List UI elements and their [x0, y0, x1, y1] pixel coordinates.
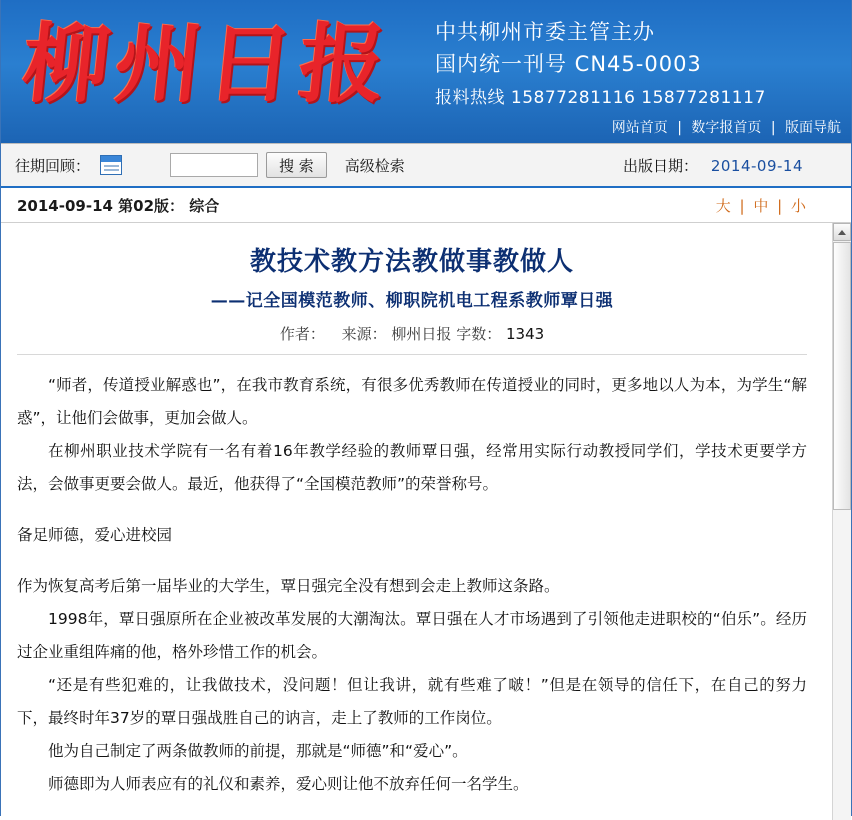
article-body	[17, 369, 807, 801]
search-button[interactable]: 搜 索	[266, 152, 327, 178]
article-spacer	[17, 552, 807, 570]
masthead	[1, 0, 851, 143]
search-toolbar	[1, 143, 851, 188]
article-paragraph: 师德即为人师表应有的礼仪和素养，爱心则让他不放弃任何一名学生。	[48, 775, 529, 793]
font-size-controls	[716, 195, 806, 216]
publish-date-label: 出版日期：	[623, 156, 699, 175]
advanced-search-link[interactable]: 高级检索	[344, 156, 405, 175]
nav-link-page-navigation[interactable]: 版面导航	[785, 120, 841, 136]
font-size-small[interactable]: 小	[790, 196, 806, 215]
nav-link-home[interactable]: 网站首页	[611, 120, 668, 136]
article-paragraph: 备足师德，爱心进校园	[17, 526, 173, 544]
byline-wordcount-label: 字数：	[456, 325, 502, 343]
search-input[interactable]	[170, 153, 258, 177]
font-size-medium[interactable]: 中	[753, 196, 769, 215]
masthead-supervisor: 中共柳州市委主管主办	[435, 20, 655, 44]
article-paragraph: “师者，传道授业解惑也”，在我市教育系统，有很多优秀教师在传道授业的同时，更多地以人为本，为学生“解惑”，让他们会做事，更加会做人。	[17, 376, 807, 427]
publish-date-value: 2014-09-14	[710, 156, 803, 175]
article-byline	[17, 323, 807, 344]
nav-separator-2: |	[770, 120, 776, 136]
vertical-scrollbar[interactable]	[832, 223, 851, 820]
article-paragraph: 他为自己制定了两条做教师的前提，那就是“师德”和“爱心”。	[48, 742, 468, 760]
issue-bar	[1, 188, 851, 223]
article-paragraph: 在柳州职业技术学院有一名有着16年教学经验的教师覃日强，经常用实际行动教授同学们，学技术更要学方法，会做事更要会做人。最近，他获得了“全国模范教师”的荣誉称号。	[17, 442, 807, 493]
masthead-info	[435, 18, 766, 110]
byline-author-label: 作者：	[279, 325, 325, 343]
issue-info: 2014-09-14 第02版： 综合	[17, 196, 220, 215]
masthead-hotline: 报料热线 15877281116 15877281117	[435, 87, 766, 108]
nav-link-digital-home[interactable]: 数字报首页	[691, 120, 762, 136]
calendar-icon[interactable]	[100, 155, 122, 175]
article-paragraph: 作为恢复高考后第一届毕业的大学生，覃日强完全没有想到会走上教师这条路。	[17, 577, 560, 595]
article-headline: 教技术教方法教做事教做人	[249, 247, 574, 277]
byline-wordcount-value: 1343	[506, 325, 545, 343]
article-spacer	[17, 501, 807, 519]
scroll-up-button[interactable]	[833, 223, 851, 241]
scrollbar-track[interactable]	[833, 510, 851, 820]
byline-source-label: 来源：	[341, 325, 387, 343]
font-size-separator-2: |	[777, 196, 783, 215]
newspaper-logo: 柳州日报	[18, 14, 397, 115]
article-paragraph: “还是有些犯难的，让我做技术，没问题！但让我讲，就有些难了啵！”但是在领导的信任下，在自己的努力下，最终时年37岁的覃日强战胜自己的讷言，走上了教师的工作岗位。	[17, 676, 807, 727]
article	[1, 241, 851, 801]
article-paragraph: 1998年，覃日强原所在企业被改革发展的大潮淘汰。覃日强在人才市场遇到了引领他走进职校的“伯乐”。经历过企业重组阵痛的他，格外珍惜工作的机会。	[17, 610, 807, 661]
archive-label: 往期回顾：	[15, 156, 91, 175]
font-size-large[interactable]: 大	[715, 196, 731, 215]
nav-separator-1: |	[677, 120, 682, 136]
masthead-issn: 国内统一刊号 CN45-0003	[435, 51, 702, 76]
publish-date	[623, 155, 803, 176]
font-size-separator-1: |	[739, 196, 745, 215]
scrollbar-thumb[interactable]	[833, 242, 851, 510]
byline-source-value: 柳州日报	[391, 325, 452, 343]
article-subheadline: ——记全国模范教师、柳职院机电工程系教师覃日强	[210, 291, 614, 311]
scroll-up-arrow-icon	[838, 230, 846, 235]
article-scroll-area	[1, 223, 851, 820]
byline-divider	[17, 354, 807, 355]
masthead-nav	[612, 117, 841, 137]
